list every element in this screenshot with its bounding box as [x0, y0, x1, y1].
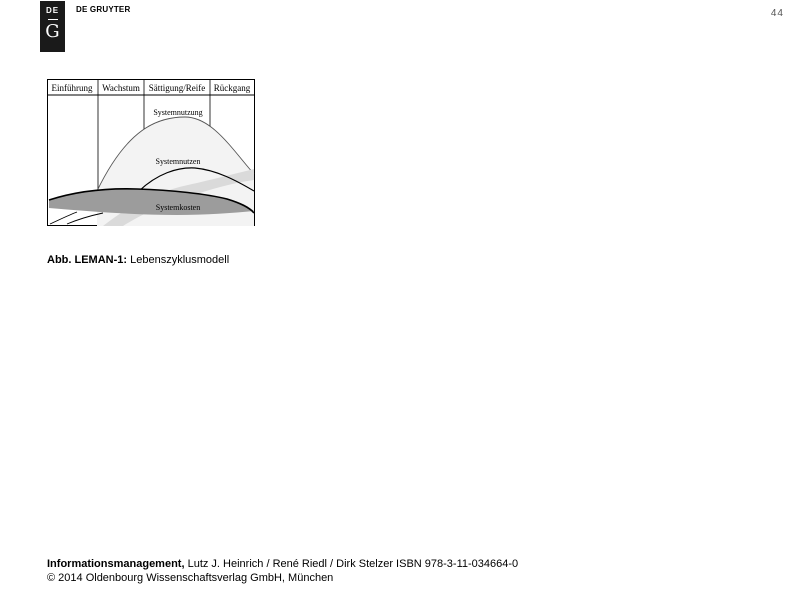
cost-label: Systemkosten — [155, 203, 201, 212]
publisher-name: DE GRUYTER — [76, 5, 131, 14]
benefit-label: Systemnutzen — [155, 157, 201, 166]
footer-line-1 — [47, 557, 518, 571]
lifecycle-figure — [47, 79, 256, 232]
footer-copyright: © 2014 Oldenbourg Wissenschaftsverlag GmbH, München — [47, 572, 334, 584]
logo-divider — [48, 19, 58, 20]
logo-de-text: DE — [45, 6, 60, 15]
figure-caption — [47, 254, 229, 266]
caption-label: Abb. LEMAN-1: — [47, 254, 128, 266]
logo-g-text: G — [45, 21, 60, 42]
potential-label: Systemnutzung — [153, 108, 203, 117]
book-authors: Lutz J. Heinrich / René Riedl / Dirk Stelzer ISBN 978-3-11-034664-0 — [184, 558, 519, 570]
phase-label-2: Wachstum — [102, 83, 140, 93]
caption-text: Lebenszyklusmodell — [127, 254, 230, 266]
page-number: 44 — [770, 8, 784, 19]
phase-label-3: Sättigung/Reife — [148, 83, 206, 93]
publisher-logo — [40, 1, 65, 52]
phase-label-4: Rückgang — [213, 83, 251, 93]
footer — [47, 557, 518, 585]
lifecycle-diagram — [47, 79, 256, 227]
phase-label-1: Einführung — [51, 83, 93, 93]
book-title: Informationsmanagement, — [47, 558, 185, 570]
